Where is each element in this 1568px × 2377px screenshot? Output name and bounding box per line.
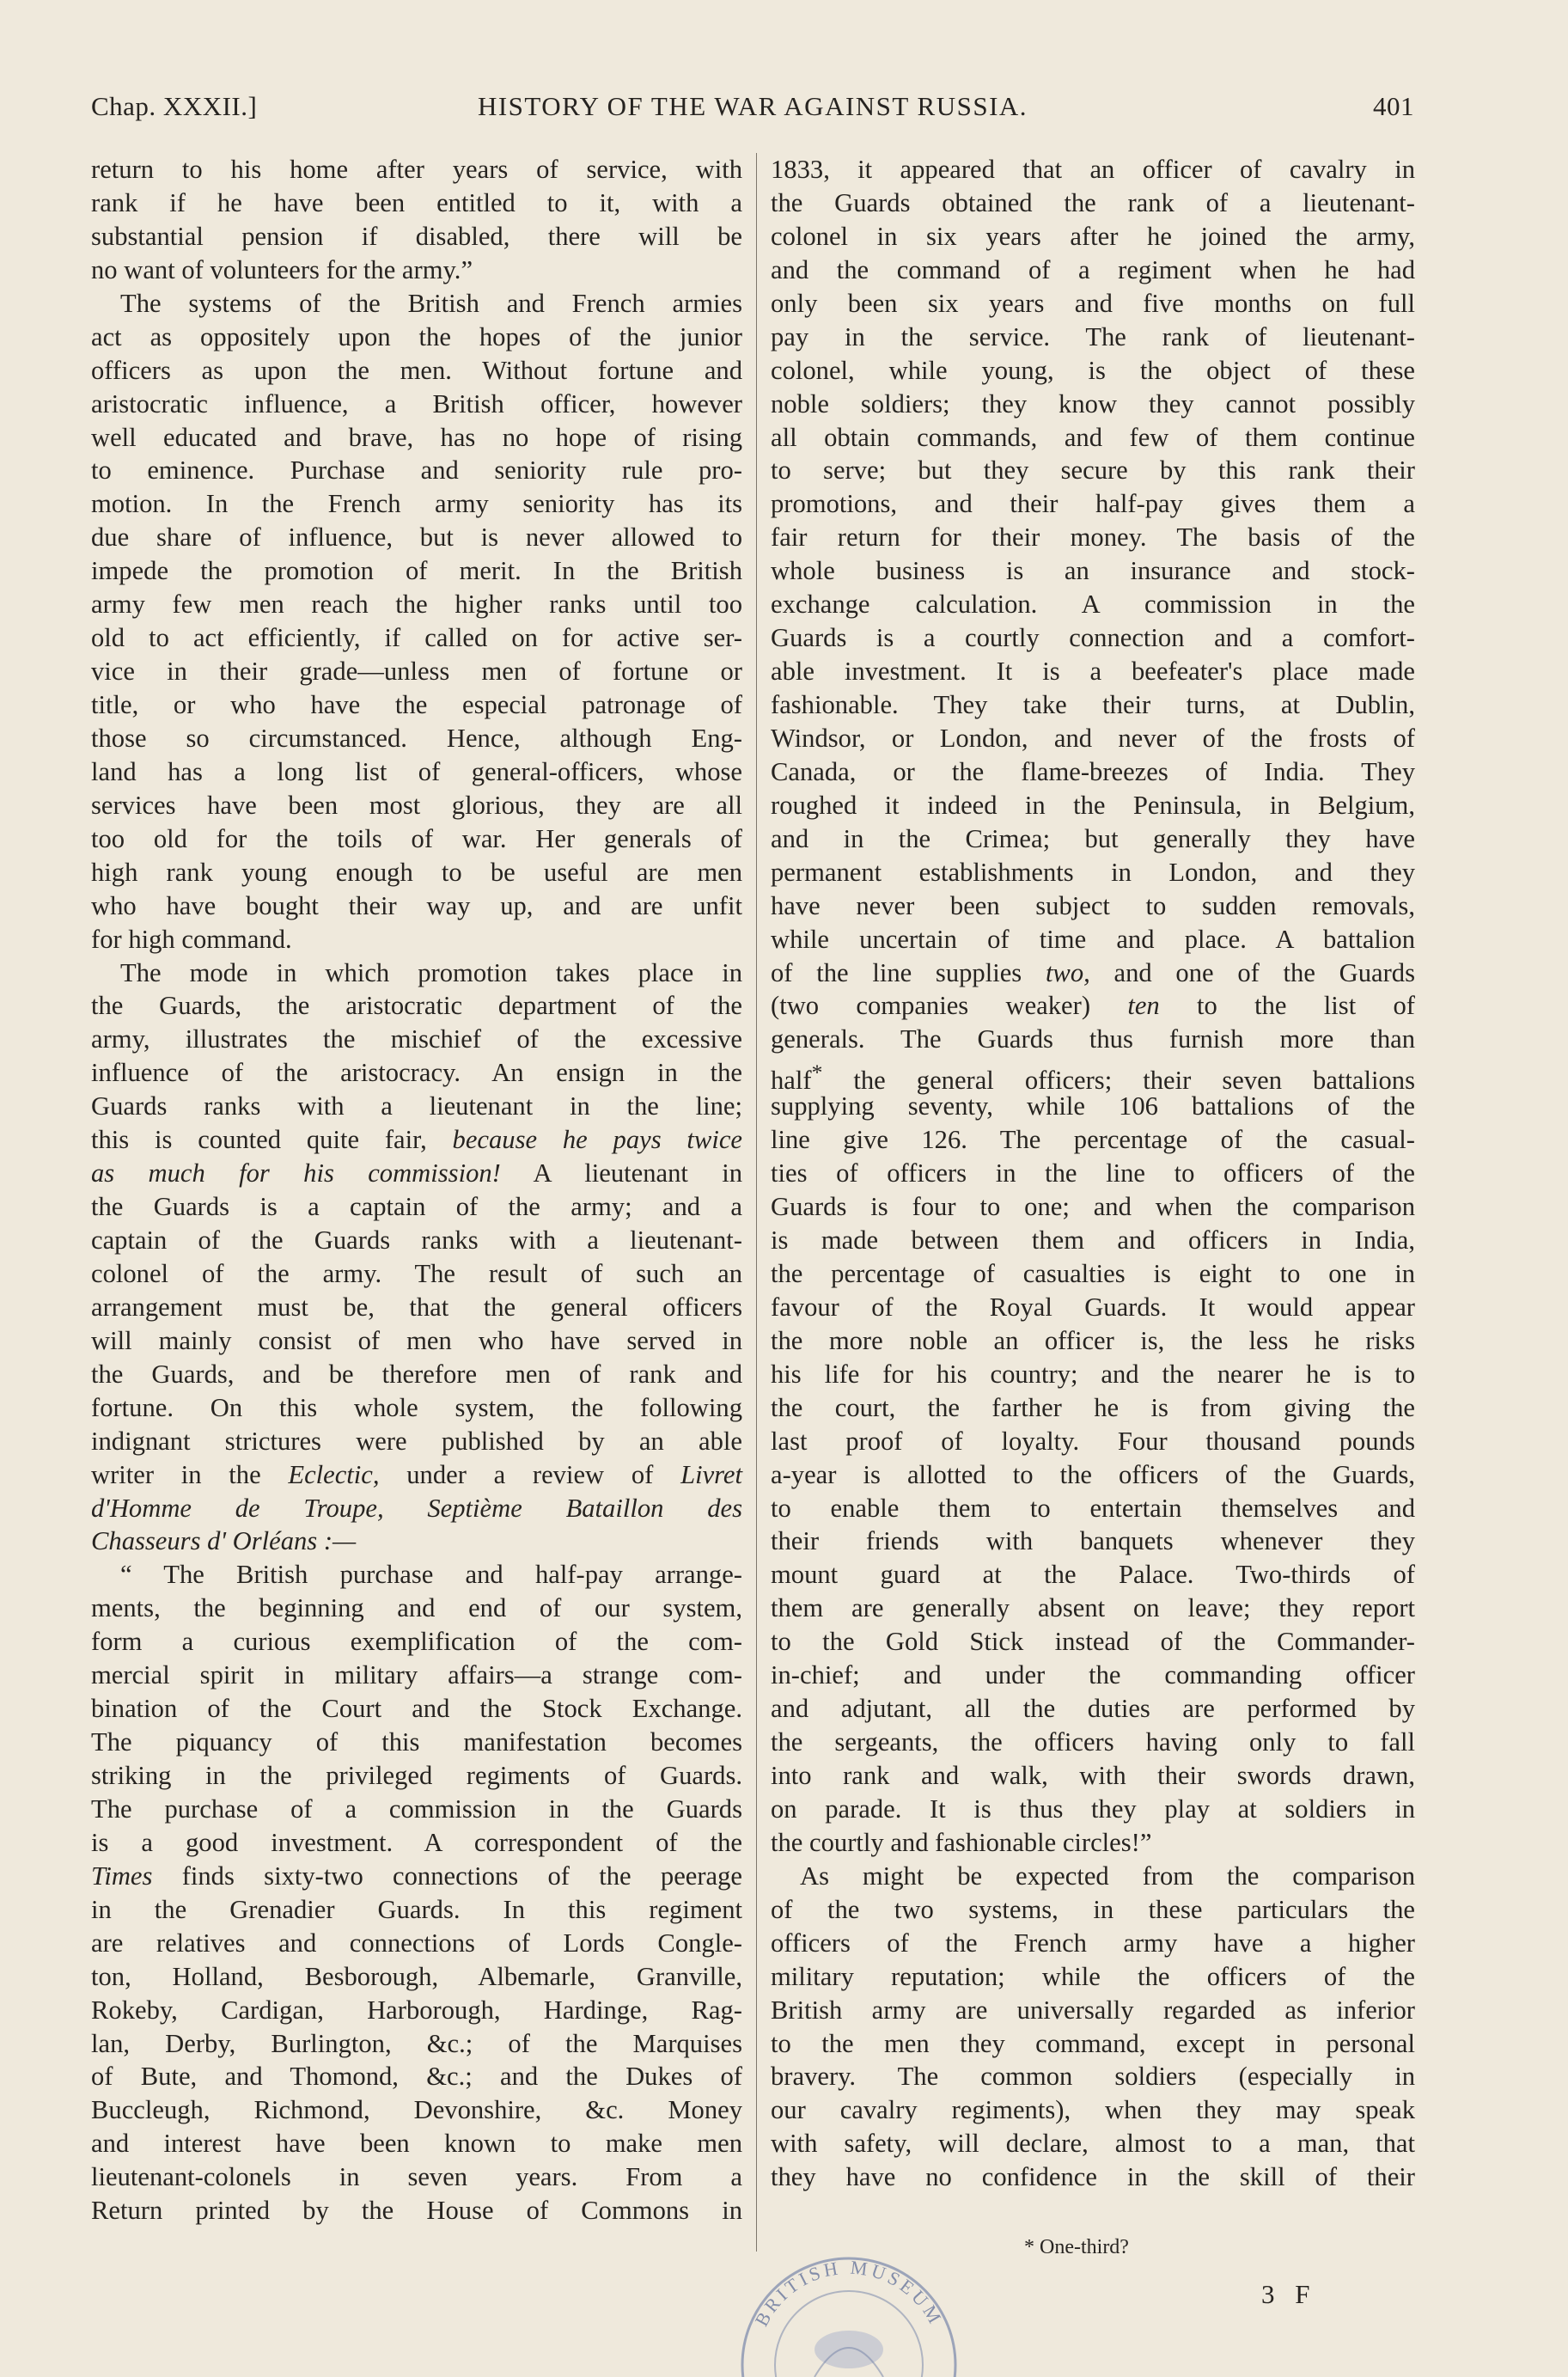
- text-line: the more noble an officer is, the less he risks: [771, 1325, 1415, 1355]
- text-line: services have been most glorious, they are all: [91, 790, 742, 820]
- text-line: supplying seventy, while 106 battalions of the: [771, 1091, 1415, 1121]
- text-line: line give 126. The percentage of the casual-: [771, 1125, 1415, 1155]
- text-line: Rokeby, Cardigan, Harborough, Hardinge, Rag-: [91, 1995, 742, 2025]
- text-line: motion. In the French army seniority has its: [91, 489, 742, 519]
- text-line: all obtain commands, and few of them continue: [771, 422, 1415, 452]
- text-line: our cavalry regiments), when they may speak: [771, 2095, 1415, 2125]
- text-line: who have bought their way up, and are unfit: [91, 890, 742, 920]
- text-line: [771, 1056, 1415, 1096]
- text-line: impede the promotion of merit. In the British: [91, 556, 742, 586]
- text-line: Buccleugh, Richmond, Devonshire, &c. Money: [91, 2095, 742, 2125]
- text-line: pay in the service. The rank of lieutenant-: [771, 321, 1415, 351]
- text-line: [91, 1458, 742, 1492]
- text-line: old to act efficiently, if called on for active ser-: [91, 623, 742, 653]
- text-line: As might be expected from the comparison: [800, 1861, 1415, 1891]
- text-line: mount guard at the Palace. Two-thirds of: [771, 1560, 1415, 1590]
- text-line: noble soldiers; they know they cannot possibly: [771, 388, 1415, 419]
- text-segment: of the line supplies: [771, 957, 1046, 987]
- text-line: vice in their grade—unless men of fortune or: [91, 657, 742, 687]
- text-line: only been six years and five months on full: [771, 288, 1415, 318]
- text-line: in-chief; and under the commanding officer: [771, 1660, 1415, 1690]
- text-line: into rank and walk, with their swords drawn,: [771, 1761, 1415, 1790]
- text-line: to enable them to entertain themselves and: [771, 1493, 1415, 1523]
- running-head: [91, 91, 1414, 129]
- column-divider: [756, 153, 757, 2252]
- text-line: them are generally absent on leave; they report: [771, 1593, 1415, 1623]
- right-column: [771, 153, 1415, 2194]
- text-line: will mainly consist of men who have served in: [91, 1325, 742, 1355]
- text-line: military reputation; while the officers of the: [771, 1961, 1415, 1991]
- text-line: those so circumstanced. Hence, although Eng-: [91, 723, 742, 753]
- stamp-text: BRITISH MUSEUM: [750, 2256, 948, 2331]
- text-line: to eminence. Purchase and seniority rule pro-: [91, 455, 742, 486]
- text-line: exchange calculation. A commission in the: [771, 590, 1415, 620]
- text-line: of Bute, and Thomond, &c.; and the Dukes of: [91, 2062, 742, 2092]
- text-line: ton, Holland, Besborough, Albemarle, Granville,: [91, 1961, 742, 1991]
- text-segment: this is counted quite fair,: [91, 1125, 453, 1155]
- text-line: indignant strictures were published by an able: [91, 1426, 742, 1456]
- text-segment: A lieutenant in: [500, 1158, 742, 1188]
- text-line: land has a long list of general-officers, whose: [91, 756, 742, 786]
- text-line: [771, 989, 1415, 1023]
- text-line: have never been subject to sudden removals,: [771, 890, 1415, 920]
- text-line: too old for the toils of war. Her generals of: [91, 823, 742, 853]
- text-line: [91, 1157, 742, 1190]
- text-line: form a curious exemplification of the com-: [91, 1627, 742, 1657]
- text-line: the sergeants, the officers having only to fall: [771, 1727, 1415, 1757]
- text-line: Windsor, or London, and never of the frosts of: [771, 723, 1415, 753]
- text-line: officers of the French army have a higher: [771, 1928, 1415, 1958]
- text-line: lieutenant-colonels in seven years. From a: [91, 2162, 742, 2192]
- text-line: bination of the Court and the Stock Exchange.: [91, 1694, 742, 1724]
- text-line: Return printed by the House of Commons in: [91, 2196, 742, 2226]
- text-line: they have no confidence in the skill of their: [771, 2162, 1415, 2192]
- text-line: fair return for their money. The basis of the: [771, 522, 1415, 553]
- text-line: the Guards, the aristocratic department of the: [91, 991, 742, 1021]
- text-line: to the men they command, except in personal: [771, 2028, 1415, 2058]
- text-line: striking in the privileged regiments of Guards.: [91, 1761, 742, 1790]
- text-line: The systems of the British and French armies: [120, 288, 742, 318]
- text-line: and interest have been known to make men: [91, 2129, 742, 2159]
- text-line: with safety, will declare, almost to a man, that: [771, 2129, 1415, 2159]
- text-line: The mode in which promotion takes place in: [120, 957, 742, 987]
- text-line: Guards ranks with a lieutenant in the line;: [91, 1091, 742, 1121]
- text-line: fashionable. They take their turns, at Dublin,: [771, 690, 1415, 719]
- text-line: and the command of a regiment when he had: [771, 254, 1415, 284]
- text-line: influence of the aristocracy. An ensign in the: [91, 1058, 742, 1088]
- text-line: able investment. It is a beefeater's place made: [771, 657, 1415, 687]
- text-line: The purchase of a commission in the Guards: [91, 1793, 742, 1824]
- text-line: while uncertain of time and place. A battalion: [771, 924, 1415, 954]
- text-line: Chasseurs d' Orléans :—: [91, 1526, 357, 1556]
- text-line: on parade. It is thus they play at soldiers in: [771, 1793, 1415, 1824]
- italic-segment: as much for his commission!: [91, 1158, 501, 1188]
- text-segment: to the list of: [1159, 991, 1415, 1021]
- text-line: to serve; but they secure by this rank their: [771, 455, 1415, 486]
- signature-mark: 3 F: [1261, 2279, 1317, 2309]
- text-line: a-year is allotted to the officers of the Guards,: [771, 1459, 1415, 1489]
- text-line: fortune. On this whole system, the following: [91, 1392, 742, 1422]
- text-segment: under a review of: [379, 1459, 681, 1489]
- text-line: Guards is four to one; and when the comparison: [771, 1192, 1415, 1222]
- text-line: 1833, it appeared that an officer of cavalry in: [771, 155, 1415, 184]
- svg-text:BRITISH MUSEUM: [750, 2257, 947, 2331]
- text-segment: half: [771, 1066, 812, 1096]
- text-line: Guards is a courtly connection and a comfort-: [771, 623, 1415, 653]
- text-line: colonel, while young, is the object of these: [771, 355, 1415, 385]
- italic-segment: Eclectic,: [288, 1459, 380, 1489]
- text-line: army few men reach the higher ranks until too: [91, 590, 742, 620]
- text-line: British army are universally regarded as inferior: [771, 1995, 1415, 2025]
- text-line: are relatives and connections of Lords Congle-: [91, 1928, 742, 1958]
- footnote: * One-third?: [1024, 2236, 1129, 2258]
- text-line: and adjutant, all the duties are performed by: [771, 1694, 1415, 1724]
- text-line: in the Grenadier Guards. In this regiment: [91, 1894, 742, 1924]
- text-line: permanent establishments in London, and they: [771, 857, 1415, 887]
- text-line: officers as upon the men. Without fortune and: [91, 355, 742, 385]
- text-line: ments, the beginning and end of our system,: [91, 1593, 742, 1623]
- text-line: for high command.: [91, 924, 292, 954]
- text-line: well educated and brave, has no hope of rising: [91, 422, 742, 452]
- text-line: ties of officers in the line to officers of the: [771, 1158, 1415, 1188]
- italic-segment: Livret: [680, 1459, 743, 1489]
- text-line: the percentage of casualties is eight to one in: [771, 1258, 1415, 1288]
- text-line: colonel of the army. The result of such an: [91, 1258, 742, 1288]
- text-line: high rank young enough to be useful are men: [91, 857, 742, 887]
- chapter-label: Chap. XXXII.]: [91, 91, 258, 121]
- italic-segment: two,: [1045, 957, 1090, 987]
- text-line: his life for his country; and the nearer he is to: [771, 1359, 1415, 1389]
- text-line: title, or who have the especial patronage of: [91, 690, 742, 719]
- text-line: army, illustrates the mischief of the excessive: [91, 1024, 742, 1054]
- text-line: Canada, or the flame-breezes of India. They: [771, 756, 1415, 786]
- text-line: [771, 956, 1415, 990]
- text-line: the Guards, and be therefore men of rank and: [91, 1359, 742, 1389]
- text-line: their friends with banquets whenever they: [771, 1526, 1415, 1556]
- text-line: the Guards obtained the rank of a lieutenant-: [771, 187, 1415, 217]
- text-line: generals. The Guards thus furnish more than: [771, 1024, 1415, 1054]
- text-segment: and one of the Guards: [1089, 957, 1415, 987]
- text-line: return to his home after years of service, with: [91, 155, 742, 184]
- italic-segment: ten: [1127, 991, 1160, 1021]
- text-line: rank if he have been entitled to it, with a: [91, 187, 742, 217]
- text-line: promotions, and their half-pay gives them a: [771, 489, 1415, 519]
- left-column: [91, 153, 742, 2227]
- text-line: last proof of loyalty. Four thousand pounds: [771, 1426, 1415, 1456]
- text-line: act as oppositely upon the hopes of the junior: [91, 321, 742, 351]
- text-line: lan, Derby, Burlington, &c.; of the Marquises: [91, 2028, 742, 2058]
- text-line: the Guards is a captain of the army; and a: [91, 1192, 742, 1222]
- library-stamp: [720, 2236, 978, 2377]
- text-line: colonel in six years after he joined the army,: [771, 221, 1415, 251]
- text-line: the courtly and fashionable circles!”: [771, 1827, 1152, 1857]
- text-line: whole business is an insurance and stock-: [771, 556, 1415, 586]
- text-line: to the Gold Stick instead of the Commander-: [771, 1627, 1415, 1657]
- text-line: is made between them and officers in India,: [771, 1225, 1415, 1255]
- text-line: bravery. The common soldiers (especially in: [771, 2062, 1415, 2092]
- italic-segment: Times: [91, 1861, 153, 1891]
- text-segment: (two companies weaker): [771, 991, 1128, 1021]
- text-line: mercial spirit in military affairs—a strange com-: [91, 1660, 742, 1690]
- page-title: HISTORY OF THE WAR AGAINST RUSSIA.: [477, 91, 1028, 121]
- italic-segment: because he pays twice: [452, 1125, 742, 1155]
- page-number: 401: [1373, 91, 1414, 121]
- text-line: the court, the farther he is from giving the: [771, 1392, 1415, 1422]
- text-line: [91, 1123, 742, 1157]
- text-line: captain of the Guards ranks with a lieutenant-: [91, 1225, 742, 1255]
- text-line: due share of influence, but is never allowed to: [91, 522, 742, 553]
- text-line: of the two systems, in these particulars the: [771, 1894, 1415, 1924]
- text-segment: finds sixty-two connections of the peerage: [152, 1861, 742, 1891]
- text-line: favour of the Royal Guards. It would appear: [771, 1292, 1415, 1322]
- text-line: substantial pension if disabled, there will be: [91, 221, 742, 251]
- footnote-marker: *: [811, 1060, 823, 1085]
- text-line: and in the Crimea; but generally they have: [771, 823, 1415, 853]
- text-line: arrangement must be, that the general officers: [91, 1292, 742, 1322]
- text-line: [91, 1860, 742, 1893]
- text-line: roughed it indeed in the Peninsula, in Belgium,: [771, 790, 1415, 820]
- text-line: The piquancy of this manifestation becomes: [91, 1727, 742, 1757]
- text-line: d'Homme de Troupe, Septième Bataillon des: [91, 1493, 742, 1523]
- text-line: “ The British purchase and half-pay arrange-: [120, 1560, 742, 1590]
- text-line: aristocratic influence, a British officer, however: [91, 388, 742, 419]
- text-line: is a good investment. A correspondent of the: [91, 1827, 742, 1857]
- text-line: no want of volunteers for the army.”: [91, 254, 473, 284]
- text-segment: the general officers; their seven battalions: [822, 1066, 1415, 1096]
- text-segment: writer in the: [91, 1459, 289, 1489]
